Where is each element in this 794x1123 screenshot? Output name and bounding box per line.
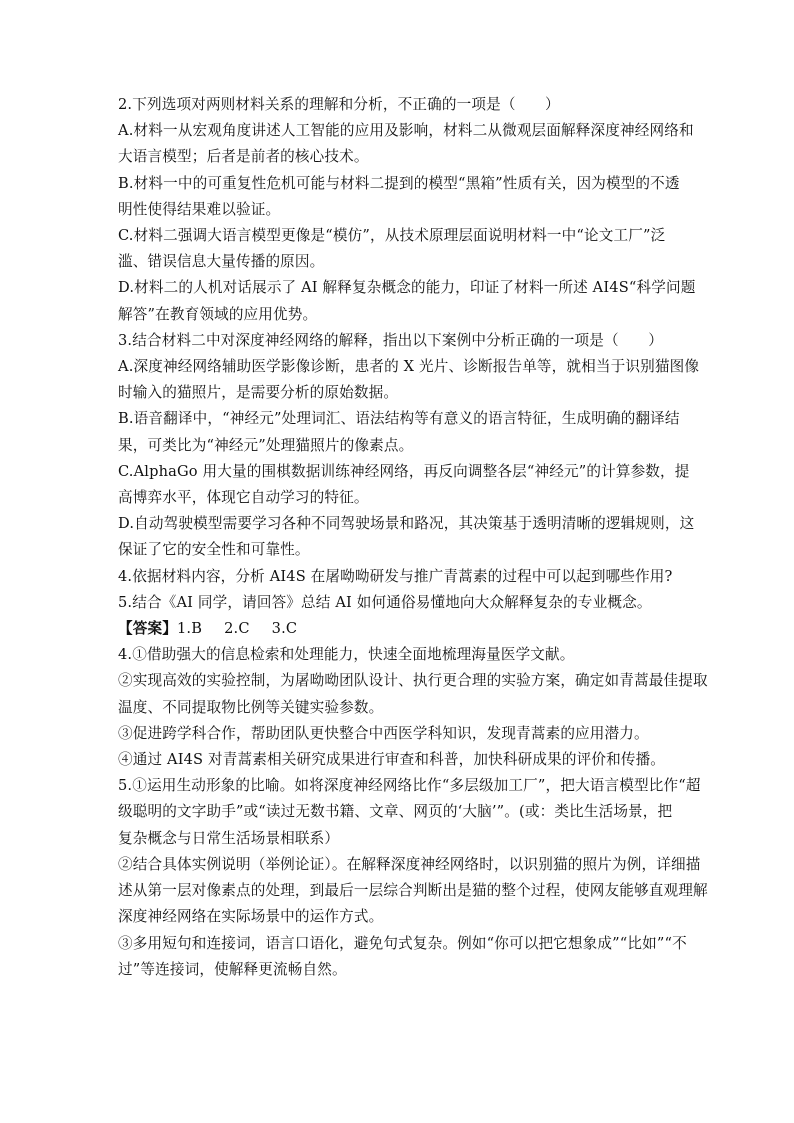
text-line: 3.结合材料二中对深度神经网络的解释，指出以下案例中分析正确的一项是（ ） [118,331,664,349]
answer-item: 1.B [176,620,203,638]
text-line: B.材料一中的可重复性危机可能与材料二提到的模型“黑箱”性质有关，因为模型的不透 [118,174,680,192]
text-line: C.AlphaGo 用大量的围棋数据训练神经网络，再反向调整各层“神经元”的计算参数，提 [118,462,690,480]
text-line: 大语言模型；后者是前者的核心技术。 [118,148,369,166]
text-line: 复杂概念与日常生活场景相联系） [118,829,340,847]
answer-label: 【答案】 [118,620,177,638]
answer-item: 2.C [224,620,250,638]
text-line: 级聪明的文字助手”或“读过无数书籍、文章、网页的‘大脑’”。(或：类比生活场景，把 [118,803,673,821]
text-line: 过”等连接词，使解释更流畅自然。 [118,960,347,978]
text-line: 时输入的猫照片，是需要分析的原始数据。 [118,384,399,402]
text-line: A.深度神经网络辅助医学影像诊断，患者的 X 光片、诊断报告单等，就相当于识别猫图像 [118,358,700,376]
text-line: ④通过 AI4S 对青蒿素相关研究成果进行审查和科普，加快科研成果的评价和传播。 [118,751,666,769]
text-line: 述从第一层对像素点的处理，到最后一层综合判断出是猫的整个过程，使网友能够直观理解 [118,882,708,900]
text-line: D.自动驾驶模型需要学习各种不同驾驶场景和路况，其决策基于透明清晰的逻辑规则，这 [118,515,695,533]
text-line: 滥、错误信息大量传播的原因。 [118,253,325,271]
text-line: ②实现高效的实验控制，为屠呦呦团队设计、执行更合理的实验方案，确定如青蒿最佳提取 [118,672,708,690]
text-line: ③多用短句和连接词，语言口语化，避免句式复杂。例如“你可以把它想象成”“比如”“不 [118,934,687,952]
text-line: ②结合具体实例说明（举例论证）。在解释深度神经网络时，以识别猫的照片为例，详细描 [118,855,701,873]
text-line: 2.下列选项对两则材料关系的理解和分析，不正确的一项是（ ） [118,96,560,113]
text-line: 4.依据材料内容，分析 AI4S 在屠呦呦研发与推广青蒿素的过程中可以起到哪些作用? [118,567,673,585]
text-line: C.材料二强调大语言模型更像是“模仿”，从技术原理层面说明材料一中“论文工厂”泛 [118,227,666,245]
text-line: 4.①借助强大的信息检索和处理能力，快速全面地梳理海量医学文献。 [118,646,575,664]
text-line: 5.结合《AI 同学，请回答》总结 AI 如何通俗易懂地向大众解释复杂的专业概念。 [118,593,652,611]
document-page [118,92,708,983]
text-line: B.语音翻译中，“神经元”处理词汇、语法结构等有意义的语言特征，生成明确的翻译结 [118,410,680,428]
text-line: A.材料一从宏观角度讲述人工智能的应用及影响，材料二从微观层面解释深度神经网络和 [118,122,694,140]
text-line: 保证了它的安全性和可靠性。 [118,541,310,559]
text-line: 深度神经网络在实际场景中的运作方式。 [118,908,384,926]
text-line: 明性使得结果难以验证。 [118,200,281,218]
text-line: ③促进跨学科合作，帮助团队更快整合中西医学科知识，发现青蒿素的应用潜力。 [118,724,649,742]
text-line: 温度、不同提取物比例等关键实验参数。 [118,698,384,716]
text-line: 5.①运用生动形象的比喻。如将深度神经网络比作“多层级加工厂”，把大语言模型比作“超 [118,777,701,795]
text-line: 高博弈水平，体现它自动学习的特征。 [118,489,369,507]
text-line: D.材料二的人机对话展示了 AI 解释复杂概念的能力，印证了材料一所述 AI4S“科学问题 [118,279,696,297]
answer-item: 3.C [271,620,298,638]
text-line: 解答”在教育领域的应用优势。 [118,305,318,323]
text-line: 果，可类比为“神经元”处理猫照片的像素点。 [118,436,414,454]
answer-line [118,616,678,642]
